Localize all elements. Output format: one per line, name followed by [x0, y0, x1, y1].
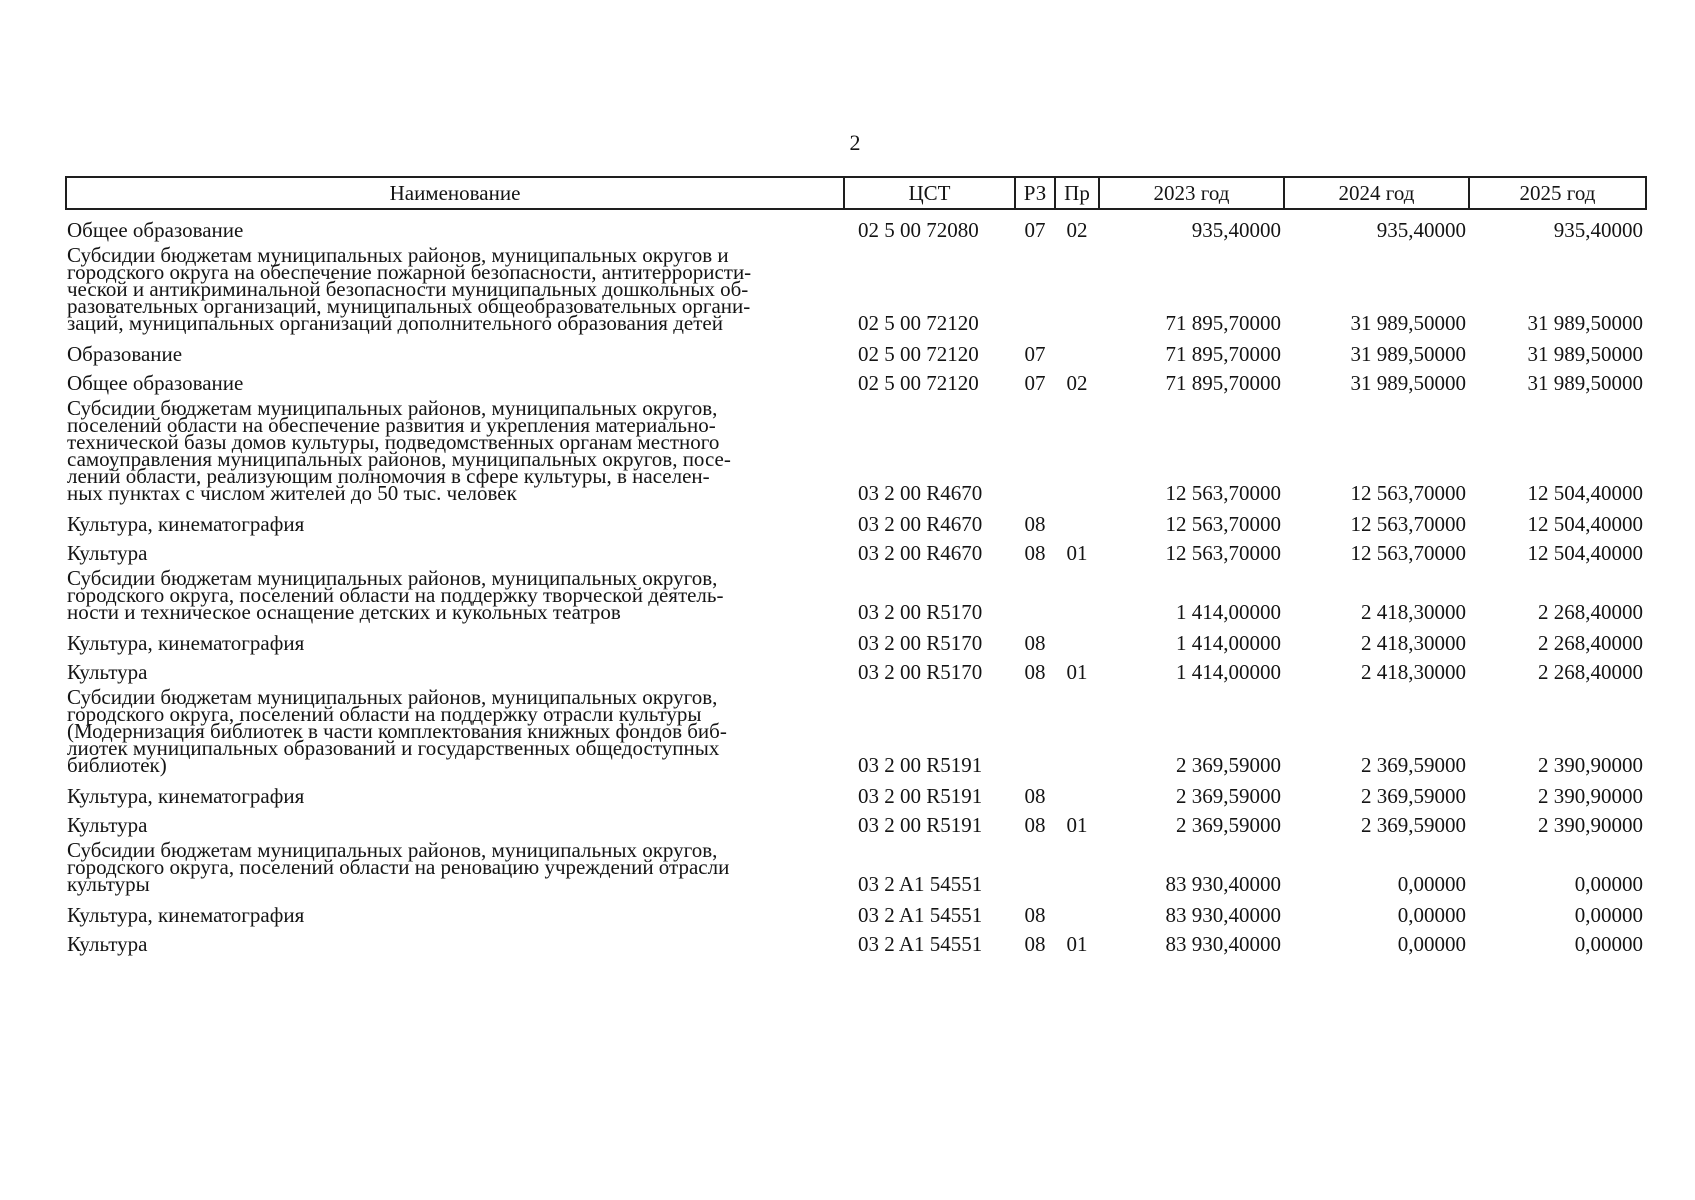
cell-2023: 2 369,59000 [1176, 784, 1281, 808]
cell-cst: 02 5 00 72120 [858, 311, 979, 335]
cell-pr: 01 [1066, 660, 1088, 684]
cell-2024: 31 989,50000 [1350, 342, 1466, 366]
page-number: 2 [849, 130, 861, 155]
cell-pr [1055, 562, 1099, 623]
cell-name: Образование [67, 342, 183, 366]
cell-name: Культура [67, 932, 148, 956]
cell-2024: 2 369,59000 [1361, 753, 1466, 777]
cell-rz [1015, 681, 1055, 776]
cell-rz: 08 [1024, 541, 1046, 565]
header-2025: 2025 год [1469, 177, 1646, 209]
cell-rz: 08 [1024, 660, 1046, 684]
cell-cst: 03 2 00 R5191 [858, 753, 983, 777]
cell-name: Культура [67, 660, 148, 684]
cell-cst: 03 2 00 R5170 [858, 631, 983, 655]
table-row [66, 239, 1646, 334]
cell-name: Общее образование [67, 218, 244, 242]
cell-rz [1015, 834, 1055, 895]
cell-rz: 08 [1024, 813, 1046, 837]
cell-2023: 12 563,70000 [1165, 481, 1281, 505]
cell-2025: 2 390,90000 [1538, 813, 1643, 837]
table-row [66, 652, 1646, 681]
cell-2025: 2 390,90000 [1538, 753, 1643, 777]
cell-name: Культура, кинематография [67, 631, 305, 655]
cell-2023: 71 895,70000 [1165, 342, 1281, 366]
table-row [66, 533, 1646, 562]
cell-2023: 83 930,40000 [1165, 903, 1281, 927]
cell-cst: 02 5 00 72120 [858, 342, 979, 366]
cell-cst: 03 2 00 R4670 [858, 481, 983, 505]
header-rz: РЗ [1015, 177, 1055, 209]
cell-cst: 03 2 A1 54551 [858, 932, 983, 956]
cell-2023: 83 930,40000 [1165, 872, 1281, 896]
table-row [66, 334, 1646, 363]
cell-rz [1015, 239, 1055, 334]
cell-pr: 01 [1066, 541, 1088, 565]
cell-2024: 0,00000 [1397, 872, 1466, 896]
cell-pr: 01 [1066, 932, 1088, 956]
cell-name: Общее образование [67, 371, 244, 395]
cell-2024: 0,00000 [1397, 903, 1466, 927]
cell-pr [1055, 776, 1099, 805]
table-row [66, 681, 1646, 776]
cell-name: Субсидии бюджетам муниципальных районов, муниципальных округов, городского округа, поселений области на реновацию учреждений отрасли культуры [67, 838, 730, 896]
cell-name: Культура [67, 813, 148, 837]
table-row [66, 209, 1646, 239]
cell-name: Культура [67, 541, 148, 565]
cell-2023: 935,40000 [1191, 218, 1281, 242]
cell-cst: 03 2 00 R5170 [858, 660, 983, 684]
cell-rz: 07 [1024, 371, 1046, 395]
table-header-row [66, 177, 1646, 209]
table-body [66, 209, 1646, 956]
cell-name: Субсидии бюджетам муниципальных районов, муниципальных округов, городского округа, поселений области на поддержку отрасли культуры (Модернизация библиотек в части комплектования книжных фондов биб- лиотек муниципальных образований и государственных общедоступных библиотек) [67, 685, 727, 777]
cell-name: Субсидии бюджетам муниципальных районов, муниципальных округов, городского округа, поселений области на поддержку творческой деятель- ности и техническое оснащение детских и кукольных театров [67, 566, 724, 624]
cell-2023: 83 930,40000 [1165, 932, 1281, 956]
cell-2024: 935,40000 [1376, 218, 1466, 242]
cell-2023: 12 563,70000 [1165, 512, 1281, 536]
cell-rz: 07 [1024, 218, 1046, 242]
cell-2025: 12 504,40000 [1527, 541, 1643, 565]
cell-pr [1055, 834, 1099, 895]
cell-cst: 03 2 A1 54551 [858, 903, 983, 927]
table-row [66, 834, 1646, 895]
cell-cst: 02 5 00 72120 [858, 371, 979, 395]
table-row [66, 504, 1646, 533]
table-row [66, 623, 1646, 652]
cell-pr [1055, 392, 1099, 504]
cell-pr [1055, 681, 1099, 776]
cell-name: Культура, кинематография [67, 784, 305, 808]
cell-pr [1055, 239, 1099, 334]
cell-rz: 07 [1024, 342, 1046, 366]
cell-2025: 12 504,40000 [1527, 481, 1643, 505]
cell-rz: 08 [1024, 784, 1046, 808]
cell-name: Культура, кинематография [67, 512, 305, 536]
cell-pr: 02 [1066, 218, 1088, 242]
header-2024: 2024 год [1284, 177, 1469, 209]
cell-2025: 31 989,50000 [1527, 371, 1643, 395]
cell-2024: 2 418,30000 [1361, 600, 1466, 624]
cell-2023: 12 563,70000 [1165, 541, 1281, 565]
header-cst: ЦСТ [844, 177, 1015, 209]
cell-2025: 2 268,40000 [1538, 600, 1643, 624]
cell-pr [1055, 895, 1099, 924]
cell-2024: 31 989,50000 [1350, 371, 1466, 395]
cell-2024: 0,00000 [1397, 932, 1466, 956]
cell-cst: 03 2 A1 54551 [858, 872, 983, 896]
cell-2023: 71 895,70000 [1165, 371, 1281, 395]
cell-2025: 12 504,40000 [1527, 512, 1643, 536]
cell-cst: 03 2 00 R4670 [858, 541, 983, 565]
cell-2023: 1 414,00000 [1176, 631, 1281, 655]
cell-cst: 02 5 00 72080 [858, 218, 979, 242]
cell-pr: 01 [1066, 813, 1088, 837]
cell-rz [1015, 392, 1055, 504]
cell-2023: 2 369,59000 [1176, 753, 1281, 777]
cell-2025: 2 268,40000 [1538, 660, 1643, 684]
cell-name: Субсидии бюджетам муниципальных районов, муниципальных округов и городского округа на обеспечение пожарной безопасности, антитеррористи- ческой и антикриминальной безопасности муниципальных дошкольных об- разовательных организаций, муниципальных общеобразовательных органи- заций, муниципальных организаций дополнительного образования детей [67, 243, 752, 335]
cell-2025: 2 390,90000 [1538, 784, 1643, 808]
cell-pr [1055, 334, 1099, 363]
cell-rz: 08 [1024, 512, 1046, 536]
cell-2023: 71 895,70000 [1165, 311, 1281, 335]
cell-2025: 0,00000 [1574, 932, 1643, 956]
cell-2025: 31 989,50000 [1527, 311, 1643, 335]
cell-cst: 03 2 00 R4670 [858, 512, 983, 536]
cell-2025: 935,40000 [1553, 218, 1643, 242]
table-row [66, 805, 1646, 834]
cell-2024: 2 369,59000 [1361, 784, 1466, 808]
cell-2023: 1 414,00000 [1176, 600, 1281, 624]
table-row [66, 924, 1646, 953]
cell-cst: 03 2 00 R5191 [858, 813, 983, 837]
table-row [66, 895, 1646, 924]
cell-2024: 2 418,30000 [1361, 660, 1466, 684]
cell-pr [1055, 623, 1099, 652]
table-row [66, 776, 1646, 805]
table-row [66, 392, 1646, 504]
header-2023: 2023 год [1099, 177, 1284, 209]
cell-2024: 12 563,70000 [1350, 512, 1466, 536]
cell-name: Субсидии бюджетам муниципальных районов, муниципальных округов, поселений области на обеспечение развития и укрепления материально- технической базы домов культуры, подведомственных органам местного самоуправления муниципальных районов, муниципальных округов, посе- лений области, реализующим полномочия в сфере культуры, в населен- ных пунктах с числом жителей до 50 тыс. человек [67, 396, 731, 505]
cell-rz: 08 [1024, 631, 1046, 655]
cell-2025: 0,00000 [1574, 872, 1643, 896]
header-pr: Пр [1055, 177, 1099, 209]
table-row [66, 562, 1646, 623]
cell-rz: 08 [1024, 903, 1046, 927]
cell-rz: 08 [1024, 932, 1046, 956]
cell-2023: 1 414,00000 [1176, 660, 1281, 684]
cell-cst: 03 2 00 R5170 [858, 600, 983, 624]
cell-2024: 2 369,59000 [1361, 813, 1466, 837]
cell-2025: 31 989,50000 [1527, 342, 1643, 366]
cell-2025: 0,00000 [1574, 903, 1643, 927]
cell-2025: 2 268,40000 [1538, 631, 1643, 655]
cell-2024: 12 563,70000 [1350, 481, 1466, 505]
cell-cst: 03 2 00 R5191 [858, 784, 983, 808]
header-name: Наименование [66, 177, 844, 209]
cell-pr [1055, 504, 1099, 533]
cell-2024: 31 989,50000 [1350, 311, 1466, 335]
cell-name: Культура, кинематография [67, 903, 305, 927]
cell-2023: 2 369,59000 [1176, 813, 1281, 837]
cell-2024: 12 563,70000 [1350, 541, 1466, 565]
cell-2024: 2 418,30000 [1361, 631, 1466, 655]
cell-rz [1015, 562, 1055, 623]
budget-table [65, 176, 1647, 956]
cell-pr: 02 [1066, 371, 1088, 395]
table-row [66, 363, 1646, 392]
